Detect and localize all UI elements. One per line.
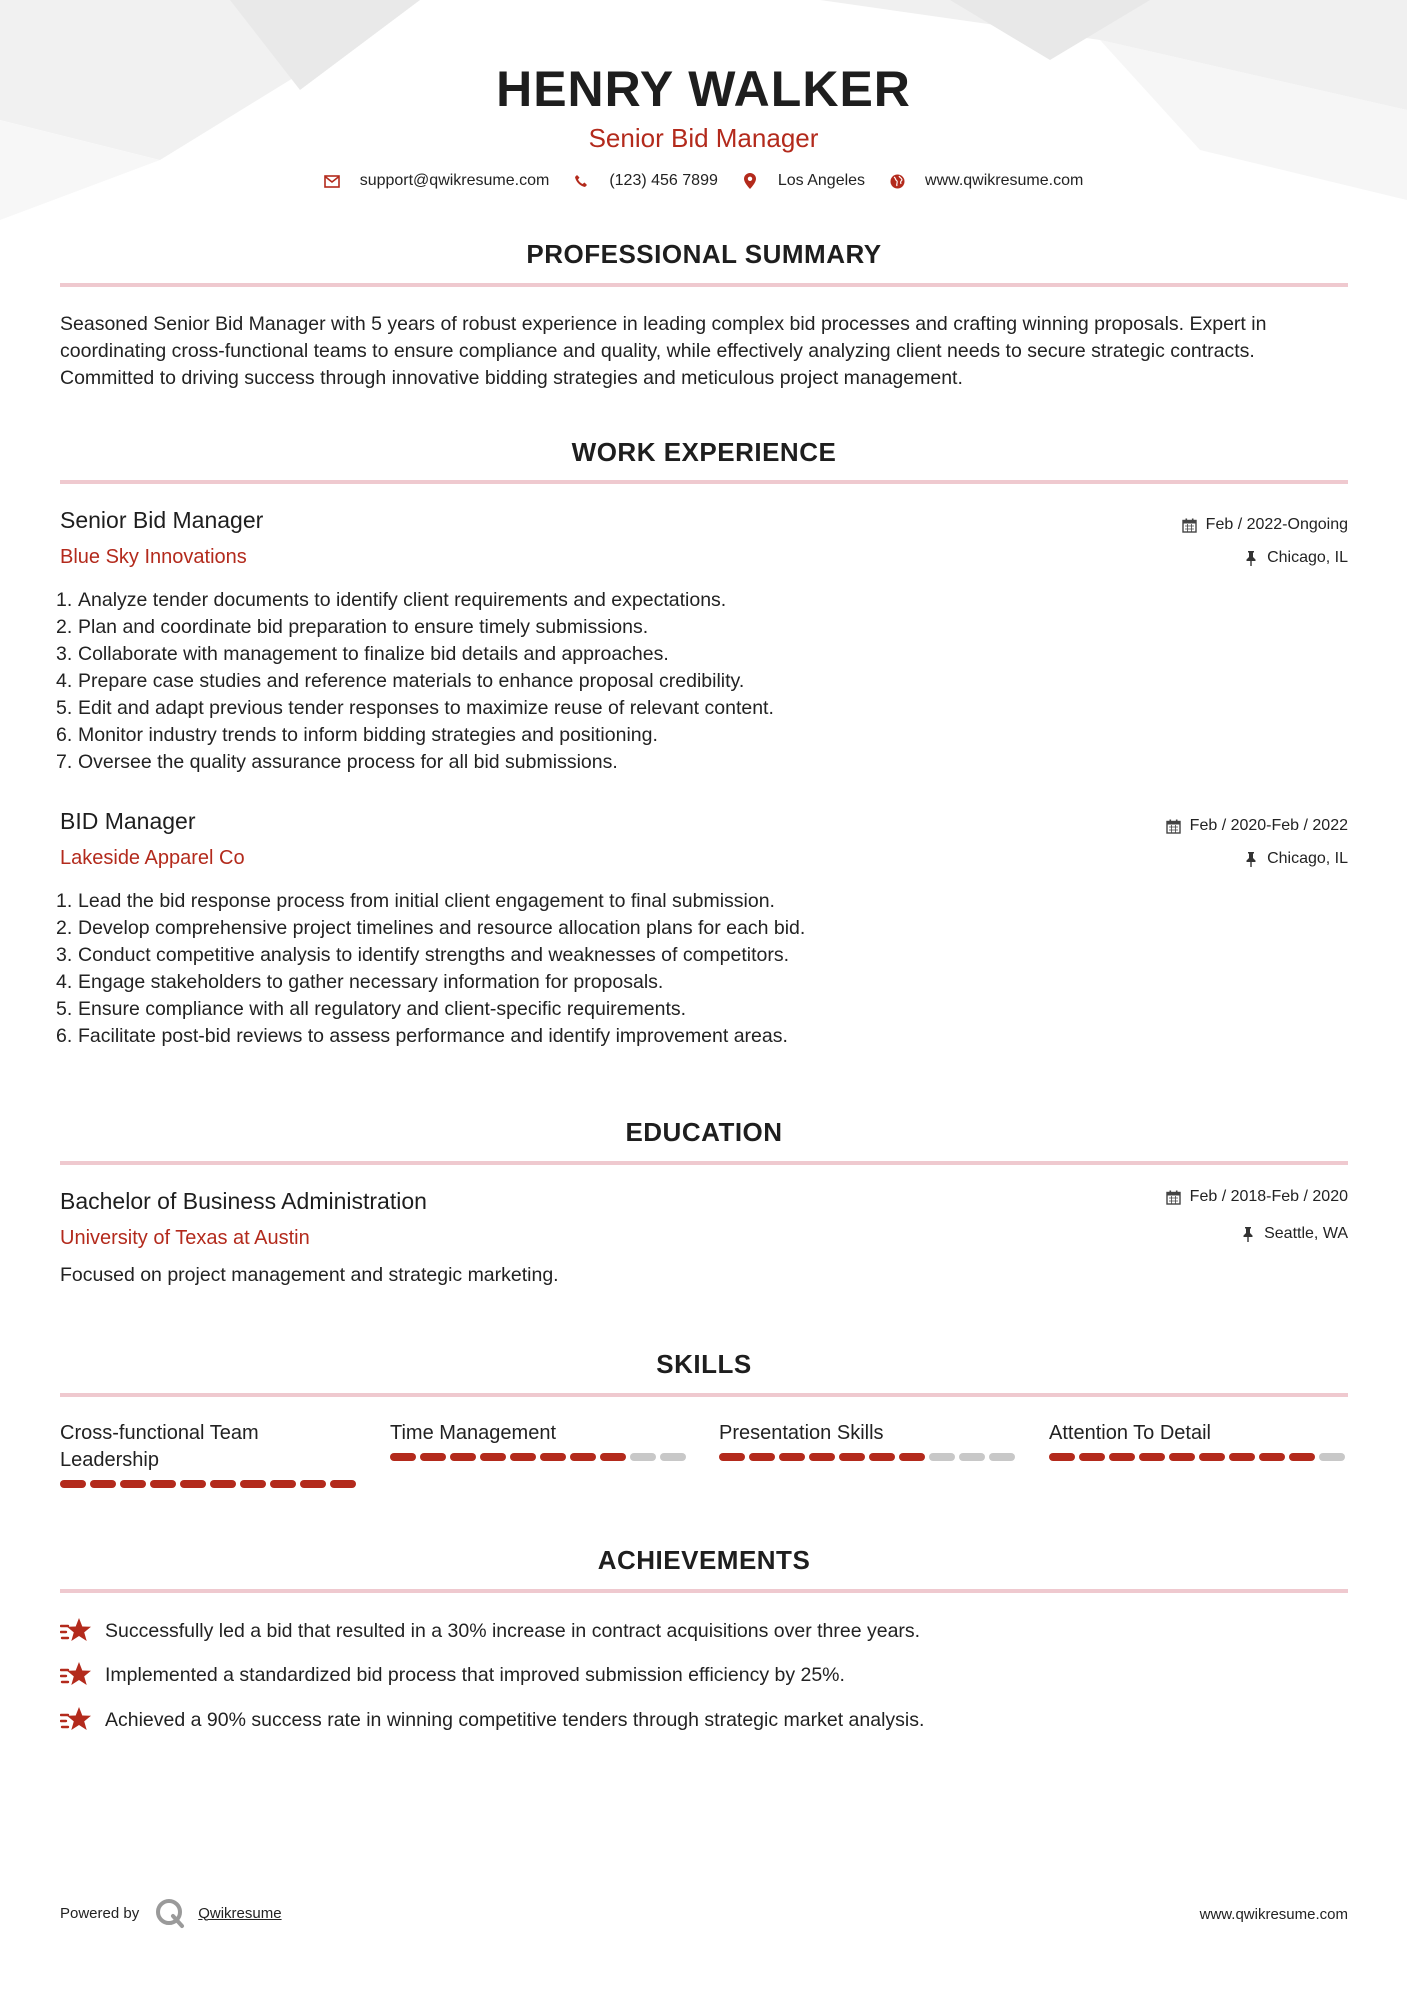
- education-heading: EDUCATION: [625, 1117, 783, 1147]
- star-icon: [60, 1661, 92, 1689]
- pushpin-icon: [1243, 550, 1259, 566]
- job-title: BID Manager: [60, 808, 196, 834]
- summary-heading: PROFESSIONAL SUMMARY: [526, 239, 882, 269]
- experience-heading: WORK EXPERIENCE: [571, 437, 837, 467]
- job-dates: [1166, 817, 1348, 835]
- list-item: 6. Facilitate post-bid reviews to assess performance and identify improvement areas.: [56, 1025, 788, 1047]
- skill-segment-filled: [809, 1453, 835, 1461]
- skill-name: Attention To Detail: [1049, 1422, 1211, 1444]
- qwikresume-link[interactable]: Qwikresume: [198, 1904, 282, 1922]
- skill-segment-filled: [869, 1453, 895, 1461]
- skill-level-bar: [719, 1453, 1019, 1461]
- skill-segment-filled: [719, 1453, 745, 1461]
- skill-segment-filled: [1169, 1453, 1195, 1461]
- job-location-text: Chicago, IL: [1267, 549, 1348, 566]
- skill-segment-filled: [779, 1453, 805, 1461]
- education-location: [1240, 1225, 1348, 1243]
- skill-segment-filled: [1229, 1453, 1255, 1461]
- achievement-item: [60, 1661, 845, 1689]
- pushpin-icon: [1243, 851, 1259, 867]
- skill-segment-filled: [839, 1453, 865, 1461]
- list-item: 3. Conduct competitive analysis to identify strengths and weaknesses of competitors.: [56, 944, 790, 966]
- skill-segment-filled: [1079, 1453, 1105, 1461]
- skills-divider: [60, 1393, 1348, 1397]
- skill-level-bar: [390, 1453, 690, 1461]
- list-item: 3. Collaborate with management to finalize bid details and approaches.: [56, 643, 669, 665]
- skill-segment-filled: [480, 1453, 506, 1461]
- contact-website-text: www.qwikresume.com: [925, 172, 1084, 189]
- skill-item: [60, 1420, 360, 1488]
- job-company: Lakeside Apparel Co: [60, 847, 245, 869]
- skill-segment-filled: [330, 1480, 356, 1488]
- job-bullet-list: [56, 888, 1256, 1050]
- experience-divider: [60, 480, 1348, 484]
- skill-segment-filled: [60, 1480, 86, 1488]
- skills-heading: SKILLS: [656, 1349, 752, 1379]
- list-item: 1. Analyze tender documents to identify client requirements and expectations.: [56, 589, 727, 611]
- skill-segment-filled: [510, 1453, 536, 1461]
- calendar-icon: [1166, 1189, 1182, 1205]
- list-item: 5. Ensure compliance with all regulatory and client-specific requirements.: [56, 998, 687, 1020]
- contact-website[interactable]: [889, 172, 1083, 190]
- globe-icon: [889, 173, 905, 189]
- skill-segment-filled: [420, 1453, 446, 1461]
- skill-segment-filled: [1109, 1453, 1135, 1461]
- skill-segment-filled: [1259, 1453, 1285, 1461]
- footer-powered-by: [60, 1897, 282, 1929]
- achievement-text: Implemented a standardized bid process that improved submission efficiency by 25%.: [105, 1663, 845, 1686]
- skill-segment-filled: [899, 1453, 925, 1461]
- list-item: 1. Lead the bid response process from initial client engagement to final submission.: [56, 890, 775, 912]
- skill-segment-empty: [1319, 1453, 1345, 1461]
- phone-icon: [573, 173, 589, 189]
- contact-location: [742, 172, 865, 190]
- skill-segment-empty: [929, 1453, 955, 1461]
- job-dates-text: Feb / 2022-Ongoing: [1205, 516, 1348, 533]
- skill-segment-empty: [660, 1453, 686, 1461]
- skill-segment-filled: [300, 1480, 326, 1488]
- star-icon: [60, 1617, 92, 1645]
- contact-location-text: Los Angeles: [777, 172, 866, 189]
- contact-email-text: support@qwikresume.com: [359, 172, 550, 189]
- calendar-icon: [1166, 818, 1182, 834]
- skill-segment-filled: [1199, 1453, 1225, 1461]
- list-item: 6. Monitor industry trends to inform bidding strategies and positioning.: [56, 724, 658, 746]
- skill-segment-filled: [1289, 1453, 1315, 1461]
- skill-segment-filled: [90, 1480, 116, 1488]
- list-item: 7. Oversee the quality assurance process for all bid submissions.: [56, 751, 618, 773]
- skill-name: Presentation Skills: [719, 1422, 884, 1444]
- skill-name: Cross-functional Team Leadership: [60, 1422, 259, 1471]
- skill-segment-filled: [390, 1453, 416, 1461]
- achievement-text: Successfully led a bid that resulted in a 30% increase in contract acquisitions over three years.: [105, 1619, 921, 1642]
- qwikresume-logo-icon: [154, 1897, 186, 1929]
- pushpin-icon: [1240, 1226, 1256, 1242]
- skill-segment-filled: [150, 1480, 176, 1488]
- achievement-item: [60, 1706, 924, 1734]
- job-bullet-list: [56, 587, 1256, 776]
- skill-segment-filled: [180, 1480, 206, 1488]
- footer-website-link[interactable]: www.qwikresume.com: [1199, 1906, 1348, 1923]
- contact-bar: [0, 172, 1407, 190]
- skill-segment-filled: [1139, 1453, 1165, 1461]
- achievements-heading: ACHIEVEMENTS: [597, 1545, 811, 1575]
- skill-segment-empty: [959, 1453, 985, 1461]
- skill-segment-filled: [600, 1453, 626, 1461]
- education-dates: [1166, 1188, 1348, 1206]
- education-dates-text: Feb / 2018-Feb / 2020: [1189, 1188, 1348, 1205]
- powered-by-label: Powered by: [60, 1904, 140, 1922]
- education-description: Focused on project management and strategic marketing.: [60, 1264, 559, 1286]
- job-dates-text: Feb / 2020-Feb / 2022: [1189, 817, 1348, 834]
- map-pin-icon: [742, 173, 758, 189]
- education-school: University of Texas at Austin: [60, 1227, 310, 1249]
- achievements-divider: [60, 1589, 1348, 1593]
- job-title: Senior Bid Manager: [60, 507, 264, 533]
- contact-phone-text: (123) 456 7899: [609, 172, 718, 189]
- skill-segment-filled: [210, 1480, 236, 1488]
- summary-divider: [60, 283, 1348, 287]
- list-item: 2. Plan and coordinate bid preparation to ensure timely submissions.: [56, 616, 649, 638]
- education-divider: [60, 1161, 1348, 1165]
- calendar-icon: [1182, 517, 1198, 533]
- achievement-item: [60, 1617, 920, 1645]
- star-icon: [60, 1706, 92, 1734]
- education-degree: Bachelor of Business Administration: [60, 1188, 427, 1214]
- list-item: 4. Engage stakeholders to gather necessary information for proposals.: [56, 971, 664, 993]
- skill-segment-filled: [1049, 1453, 1075, 1461]
- job-location: [1243, 850, 1348, 868]
- list-item: 2. Develop comprehensive project timelines and resource allocation plans for each bid.: [56, 917, 806, 939]
- skill-segment-filled: [450, 1453, 476, 1461]
- job-dates: [1182, 516, 1348, 534]
- skill-name: Time Management: [390, 1422, 556, 1444]
- skill-segment-filled: [570, 1453, 596, 1461]
- candidate-name: HENRY WALKER: [496, 61, 911, 117]
- list-item: 4. Prepare case studies and reference materials to enhance proposal credibility.: [56, 670, 745, 692]
- skill-item: [1049, 1420, 1349, 1461]
- skill-level-bar: [60, 1480, 360, 1488]
- skill-segment-filled: [270, 1480, 296, 1488]
- contact-email[interactable]: [324, 172, 550, 190]
- contact-phone[interactable]: [573, 172, 718, 190]
- skill-segment-filled: [120, 1480, 146, 1488]
- achievement-text: Achieved a 90% success rate in winning competitive tenders through strategic market analysis.: [105, 1708, 925, 1731]
- skill-segment-filled: [540, 1453, 566, 1461]
- job-location: [1243, 549, 1348, 567]
- skill-segment-filled: [749, 1453, 775, 1461]
- skill-item: [390, 1420, 690, 1461]
- resume-header: [0, 58, 1407, 156]
- skill-segment-empty: [630, 1453, 656, 1461]
- skill-segment-empty: [989, 1453, 1015, 1461]
- education-location-text: Seattle, WA: [1264, 1225, 1348, 1242]
- job-company: Blue Sky Innovations: [60, 546, 247, 568]
- envelope-icon: [324, 173, 340, 189]
- list-item: 5. Edit and adapt previous tender responses to maximize reuse of relevant content.: [56, 697, 774, 719]
- skill-item: [719, 1420, 1019, 1461]
- candidate-title: Senior Bid Manager: [588, 123, 819, 153]
- summary-text: Seasoned Senior Bid Manager with 5 years of robust experience in leading complex bid processes and crafting winning proposals. Expert in coordinating cross-functional teams to ensure compliance and quality, while effectively analyzing client needs to secure strategic contracts. Committed to driving success through innovative bidding strategies and meticulous project management.: [60, 313, 1267, 389]
- skill-segment-filled: [240, 1480, 266, 1488]
- skill-level-bar: [1049, 1453, 1349, 1461]
- job-location-text: Chicago, IL: [1267, 850, 1348, 867]
